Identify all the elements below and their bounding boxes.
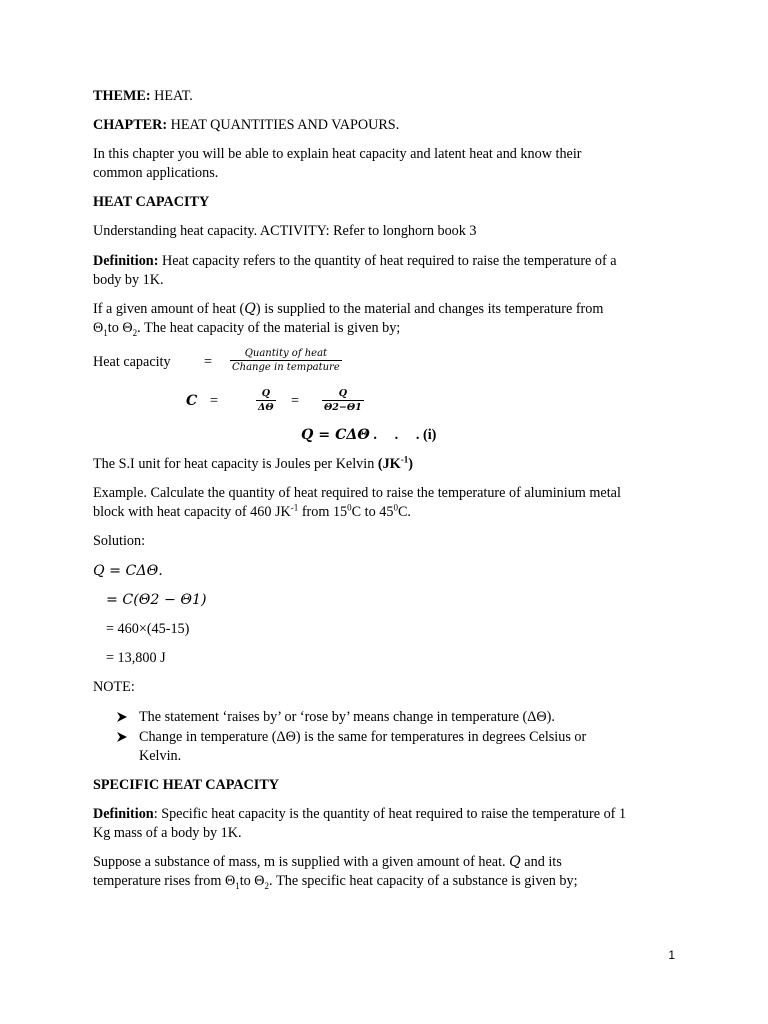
given-to-text: to Θ [107,320,133,336]
specific-definition-line-1 [93,805,626,823]
suppose-q-symbol: Q [509,854,521,870]
specific-heat-heading: SPECIFIC HEAT CAPACITY [93,777,280,793]
c-symbol: C [186,393,198,409]
suppose-sub-2: 2 [264,880,270,891]
page-number: 1 [668,948,675,962]
fraction-denominator: ΔΘ [258,402,274,413]
given-text-b: ) is supplied to the material and changes its temperature from [255,301,604,317]
arrow-bullet-icon [116,711,130,723]
theta-sub-2: 2 [132,327,138,338]
specific-definition-label: Definition [93,806,154,822]
solution-step-1: Q = CΔΘ. [93,563,163,579]
suppose-text-a: Suppose a substance of mass, m is supplied with a given amount of heat. [93,854,510,870]
example-sup-3: 0 [393,502,398,513]
theme-value: HEAT. [150,88,193,104]
main-equation-formula: Q = CΔΘ [301,427,370,443]
note-label: NOTE: [93,679,135,695]
chapter-label: CHAPTER: [93,117,168,133]
solution-label: Solution: [93,533,146,549]
theta-symbol: Θ [93,320,104,336]
fraction-denominator: Change in tempature [232,362,340,373]
theta-sub-1: 1 [103,327,108,338]
theme-label: THEME: [93,88,151,104]
solution-step-4: = 13,800 J [106,650,166,666]
chapter-line [93,116,399,134]
activity-line: Understanding heat capacity. ACTIVITY: Refer to longhorn book 3 [93,223,477,239]
q-over-delta-fraction [256,387,276,414]
formula-label: Heat capacity [93,354,171,370]
si-unit-sup: -1 [400,454,409,465]
formula-equals-3: = [291,393,300,409]
example-text-a: block with heat capacity of 460 JK [93,504,291,520]
definition-text: Heat capacity refers to the quantity of heat required to raise the temperature of a [158,253,617,269]
definition-label: Definition: [93,253,159,269]
note-item-2-continued: Kelvin. [139,748,182,764]
fraction-numerator: Q [338,388,347,399]
formula-equals-2: = [210,393,219,409]
definition-line-2: body by 1K. [93,272,164,288]
suppose-to-text: to Θ [239,873,265,889]
example-line-2 [93,503,411,521]
arrow-bullet-icon [116,731,130,743]
given-text-a: If a given amount of heat ( [93,301,245,317]
fraction-denominator: Θ2−Θ1 [324,402,362,413]
fraction-numerator: Q [261,388,270,399]
given-end-text: . The heat capacity of the material is given by; [137,320,401,336]
note-item-1: The statement ‘raises by’ or ‘rose by’ means change in temperature (ΔΘ). [139,709,555,725]
example-text-b: from 15 [298,504,348,520]
suppose-sub-1: 1 [235,880,240,891]
si-unit-text: The S.I unit for heat capacity is Joules per Kelvin [93,456,378,472]
example-sup-2: 0 [347,502,352,513]
suppose-text-b: and its [520,854,562,870]
si-unit-line [93,455,413,473]
example-text-d: C. [397,504,411,520]
definition-line-1 [93,252,617,270]
intro-line-1: In this chapter you will be able to explain heat capacity and latent heat and know their [93,146,582,162]
suppose-text-c: temperature rises from Θ [93,873,236,889]
chapter-value: HEAT QUANTITIES AND VAPOURS. [167,117,400,133]
main-equation [301,426,436,444]
solution-step-2: = C(Θ2 − Θ1) [106,592,207,608]
q-over-theta-fraction [322,387,364,414]
specific-definition-text: : Specific heat capacity is the quantity of heat required to raise the temperature of 1 [153,806,627,822]
si-unit-close: ) [408,456,413,472]
si-unit-value: (JK [377,456,401,472]
given-line-2 [93,319,400,337]
example-text-c: C to 45 [351,504,394,520]
example-line-1: Example. Calculate the quantity of heat required to raise the temperature of aluminium metal [93,485,621,501]
suppose-line-2 [93,872,578,890]
formula-equals-1: = [204,354,213,370]
heat-capacity-fraction [230,347,342,374]
specific-definition-line-2: Kg mass of a body by 1K. [93,825,242,841]
suppose-end-text: . The specific heat capacity of a substance is given by; [269,873,578,889]
main-equation-label: . . . (i) [369,427,437,443]
solution-step-3: = 460×(45-15) [106,621,190,637]
example-sup-1: -1 [290,502,299,513]
intro-line-2: common applications. [93,165,219,181]
given-q-symbol: Q [244,301,256,317]
suppose-line-1 [93,853,562,871]
fraction-numerator: Quantity of heat [244,348,328,359]
given-line-1 [93,300,603,318]
heat-capacity-heading: HEAT CAPACITY [93,194,210,210]
note-item-2: Change in temperature (ΔΘ) is the same for temperatures in degrees Celsius or [139,729,587,745]
theme-line [93,87,193,105]
